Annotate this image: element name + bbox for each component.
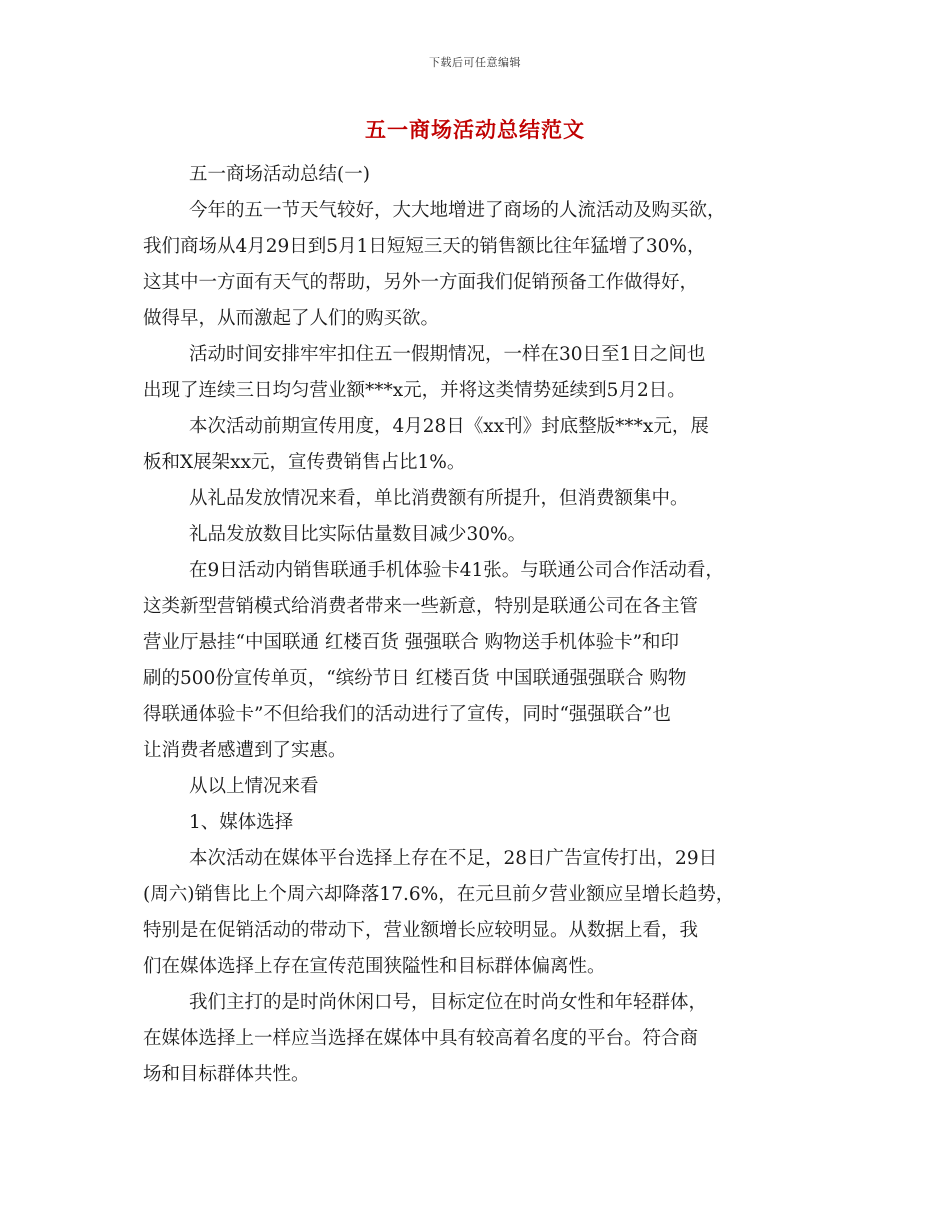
body-line: 场和目标群体共性。 xyxy=(143,1064,310,1085)
body-line: 做得早，从而激起了人们的购买欲。 xyxy=(143,308,440,329)
body-line: 这其中一方面有天气的帮助，另外一方面我们促销预备工作做得好， xyxy=(143,272,699,293)
body-line: 我们主打的是时尚休闲口号，目标定位在时尚女性和年轻群体， xyxy=(189,992,708,1013)
body-line: 从礼品发放情况来看，单比消费额有所提升，但消费额集中。 xyxy=(189,488,689,509)
body-line: 本次活动在媒体平台选择上存在不足，28日广告宣传打出，29日 xyxy=(189,848,718,869)
body-line: 活动时间安排牢牢扣住五一假期情况，一样在30日至1日之间也 xyxy=(189,344,706,365)
body-line: 1、媒体选择 xyxy=(189,812,294,833)
body-line: 得联通体验卡”不但给我们的活动进行了宣传，同时“强强联合”也 xyxy=(143,704,671,725)
body-line: 我们商场从4月29日到5月1日短短三天的销售额比往年猛增了30%， xyxy=(143,236,706,257)
body-line: 在9日活动内销售联通手机体验卡41张。与联通公司合作活动看， xyxy=(189,560,724,581)
body-line: 让消费者感遭到了实惠。 xyxy=(143,740,347,761)
body-line: 本次活动前期宣传用度，4月28日《xx刊》封底整版***x元，展 xyxy=(189,416,709,437)
body-line: 出现了连续三日均匀营业额***x元，并将这类情势延续到5月2日。 xyxy=(143,380,686,401)
body-line: 营业厅悬挂“中国联通 红楼百货 强强联合 购物送手机体验卡”和印 xyxy=(143,632,680,653)
body-line: 特别是在促销活动的带动下，营业额增长应较明显。从数据上看，我 xyxy=(143,920,699,941)
body-line: 板和X展架xx元，宣传费销售占比1%。 xyxy=(143,452,466,473)
body-line: 今年的五一节天气较好，大大地增进了商场的人流活动及购买欲， xyxy=(189,200,726,221)
body-line: 这类新型营销模式给消费者带来一些新意，特别是联通公司在各主管 xyxy=(143,596,699,617)
body-line: 刷的500份宣传单页，“缤纷节日 红楼百货 中国联通强强联合 购物 xyxy=(143,668,687,689)
document-title: 五一商场活动总结范文 xyxy=(365,118,585,142)
body-line: 从以上情况来看 xyxy=(189,776,319,797)
body-line: (周六)销售比上个周六却降落17.6%，在元旦前夕营业额应呈增长趋势， xyxy=(143,884,735,905)
header-note: 下载后可任意编辑 xyxy=(429,56,521,69)
body-line: 在媒体选择上一样应当选择在媒体中具有较高着名度的平台。符合商 xyxy=(143,1028,699,1049)
body-line: 礼品发放数目比实际估量数目减少30%。 xyxy=(189,524,527,545)
body-line: 五一商场活动总结(一) xyxy=(189,164,370,185)
document-body xyxy=(143,157,843,1093)
body-line: 们在媒体选择上存在宣传范围狭隘性和目标群体偏离性。 xyxy=(143,956,606,977)
